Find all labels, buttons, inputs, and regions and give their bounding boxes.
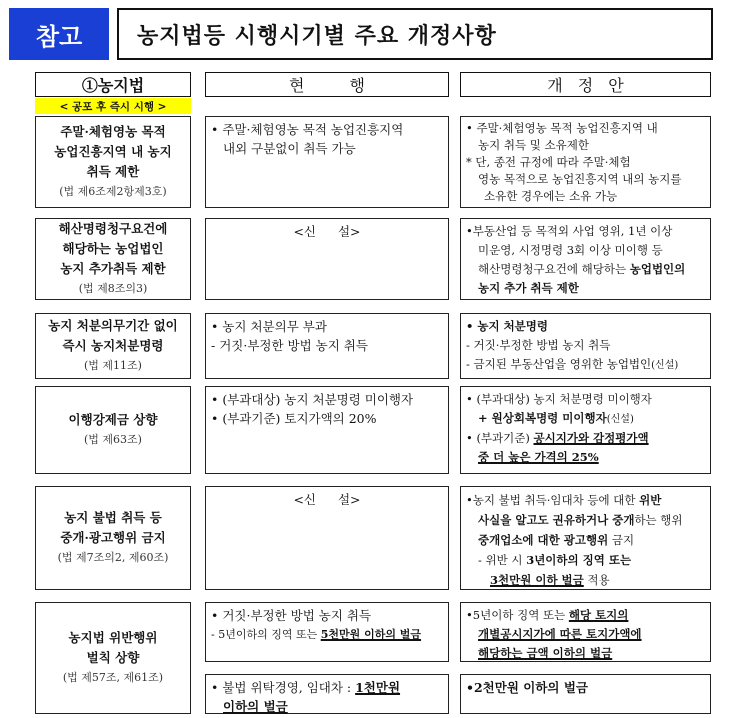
row-3-revised-line: • 농지 처분명령 bbox=[466, 319, 549, 333]
row-2-current-line: <신 설> bbox=[293, 224, 361, 239]
row-1-revised-line: 영농 목적으로 농업진흥지역 내의 농지를 bbox=[478, 172, 682, 186]
row-6-current bbox=[205, 602, 449, 662]
row-4-revised-new: (신설) bbox=[606, 414, 634, 425]
row-1-current bbox=[205, 116, 449, 208]
row-5-ref: (법 제7조의2, 제60조) bbox=[57, 551, 169, 564]
row-6-revised-bold: 해당 토지의 bbox=[568, 608, 629, 622]
row-5-title-line: 중개·광고행위 금지 bbox=[60, 530, 166, 545]
row-6-revised bbox=[460, 602, 711, 662]
row-2-title-line: 해산명령청구요건에 bbox=[58, 221, 168, 236]
row-2-title bbox=[35, 218, 191, 300]
row-3-title-line: 농지 처분의무기간 없이 bbox=[48, 318, 178, 333]
row-6-revised-line: •5년이하 징역 또는 bbox=[466, 608, 569, 622]
row-2-revised-bold: 농업법인의 bbox=[629, 262, 686, 276]
row-6-current-line: • 거짓·부정한 방법 농지 취득 bbox=[211, 608, 372, 623]
row-6-revised-line: 개별공시지가에 따른 토지가액에 bbox=[478, 627, 642, 641]
row-6-title bbox=[35, 602, 191, 714]
row-2-revised bbox=[460, 218, 711, 300]
row-5-title-line: 농지 불법 취득 등 bbox=[64, 510, 162, 525]
row-6-ref: (법 제57조, 제61조) bbox=[62, 671, 164, 684]
row-4-revised bbox=[460, 386, 711, 474]
row-5-current bbox=[205, 486, 449, 590]
row-2-current bbox=[205, 218, 449, 300]
row-6-current-2 bbox=[205, 674, 449, 714]
row-1-revised-line: * 단, 종전 규정에 따라 주말·체험 bbox=[466, 155, 631, 169]
row-1-current-line: • 주말·체험영농 목적 농업진흥지역 bbox=[211, 122, 404, 137]
row-1-title bbox=[35, 116, 191, 208]
row-6-title-line: 벌칙 상향 bbox=[86, 650, 140, 665]
row-3-title bbox=[35, 313, 191, 379]
row-3-current bbox=[205, 313, 449, 379]
row-1-revised-line: • 주말·체험영농 목적 농업진흥지역 내 bbox=[466, 121, 658, 135]
row-1-ref: (법 제6조제2항제3호) bbox=[59, 185, 167, 198]
row-6-revised-2 bbox=[460, 674, 711, 714]
row-3-ref: (법 제11조) bbox=[84, 359, 142, 372]
row-4-revised-line: 중 더 높은 가격의 25% bbox=[478, 450, 599, 464]
row-2-revised-line: •부동산업 등 목적외 사업 영위, 1년 이상 bbox=[466, 224, 673, 238]
row-2-revised-line: 미운영, 시정명령 3회 이상 미이행 등 bbox=[478, 243, 663, 257]
page-title bbox=[117, 8, 713, 60]
row-5-revised-line: 하는 행위 bbox=[634, 513, 683, 527]
row-1-current-line: 내외 구분없이 취득 가능 bbox=[223, 141, 356, 156]
row-5-revised-bold: 3년이하의 징역 또는 bbox=[526, 553, 632, 567]
row-4-revised-bold: 공시지가와 감정평가액 bbox=[533, 431, 649, 445]
row-3-current-line: - 거짓·부정한 방법 농지 취득 bbox=[211, 338, 368, 353]
row-3-revised bbox=[460, 313, 711, 379]
row-2-title-line: 해당하는 농업법인 bbox=[62, 241, 164, 256]
row-1-revised-line: 소유한 경우에는 소유 가능 bbox=[484, 189, 618, 203]
row-2-title-line: 농지 추가취득 제한 bbox=[60, 261, 166, 276]
row-2-revised-line: 농지 추가 취득 제한 bbox=[478, 281, 579, 295]
column-header-current: 현 행 bbox=[205, 72, 449, 97]
row-2-ref: (법 제8조의3) bbox=[78, 282, 148, 295]
row-2-revised-line: 해산명령청구요건에 해당하는 bbox=[478, 262, 630, 276]
row-3-current-line: • 농지 처분의무 부과 bbox=[211, 319, 327, 334]
row-6-current2-line: 이하의 벌금 bbox=[223, 699, 288, 714]
row-6-revised2-line: •2천만원 이하의 벌금 bbox=[466, 680, 588, 695]
row-4-current bbox=[205, 386, 449, 474]
row-4-revised-bold: + 원상회복명령 미이행자 bbox=[478, 411, 607, 425]
row-3-revised-line: - 거짓·부정한 방법 농지 취득 bbox=[466, 338, 611, 352]
row-5-revised-bold: 사실을 알고도 권유하거나 중개 bbox=[478, 513, 635, 527]
row-4-ref: (법 제63조) bbox=[84, 433, 142, 446]
row-6-current2-line: • 불법 위탁경영, 임대차 : bbox=[211, 680, 356, 695]
row-6-current2-bold: 1천만원 bbox=[355, 680, 401, 695]
row-5-revised-line: - 위반 시 bbox=[478, 553, 527, 567]
row-3-revised-line: - 금지된 부동산업을 영위한 농업법인 bbox=[466, 357, 652, 371]
page-title-text: 농지법등 시행시기별 주요 개정사항 bbox=[137, 23, 497, 49]
row-4-title-line: 이행강제금 상향 bbox=[68, 412, 158, 427]
reference-badge: 참고 bbox=[9, 8, 109, 60]
column-header-law: ①농지법 bbox=[35, 72, 191, 97]
row-5-revised-line: 금지 bbox=[608, 533, 635, 547]
row-4-current-line: • (부과대상) 농지 처분명령 미이행자 bbox=[211, 392, 414, 407]
row-6-revised-line: 해당하는 금액 이하의 벌금 bbox=[478, 646, 613, 660]
row-5-title bbox=[35, 486, 191, 590]
row-5-revised bbox=[460, 486, 711, 590]
row-1-revised bbox=[460, 116, 711, 208]
row-3-title-line: 즉시 농지처분명령 bbox=[62, 338, 164, 353]
row-1-title-line: 농업진흥지역 내 농지 bbox=[54, 144, 172, 159]
row-5-revised-line: 적용 bbox=[583, 573, 610, 587]
row-4-current-line: • (부과기준) 토지가액의 20% bbox=[211, 411, 377, 426]
row-6-current-line: - 5년이하의 징역 또는 bbox=[211, 628, 321, 641]
row-3-revised-new: (신설) bbox=[651, 360, 679, 371]
row-4-revised-line: • (부과기준) bbox=[466, 431, 534, 445]
row-1-title-line: 주말·체험영농 목적 bbox=[60, 124, 166, 139]
row-5-revised-bold: 중개업소에 대한 광고행위 bbox=[478, 533, 609, 547]
row-5-current-line: <신 설> bbox=[293, 492, 361, 507]
row-5-revised-bold: 3천만원 이하 벌금 bbox=[490, 573, 584, 587]
row-1-revised-line: 농지 취득 및 소유제한 bbox=[478, 138, 589, 152]
row-1-title-line: 취득 제한 bbox=[86, 164, 140, 179]
row-5-revised-line: •농지 불법 취득·임대차 등에 대한 bbox=[466, 493, 640, 507]
column-header-revised: 개 정 안 bbox=[460, 72, 711, 97]
row-4-title bbox=[35, 386, 191, 474]
row-6-title-line: 농지법 위반행위 bbox=[68, 630, 158, 645]
row-5-revised-bold: 위반 bbox=[639, 493, 662, 507]
row-6-current-bold: 5천만원 이하의 벌금 bbox=[320, 628, 422, 641]
effective-note: < 공포 후 즉시 시행 > bbox=[35, 98, 191, 114]
row-4-revised-line: • (부과대상) 농지 처분명령 미이행자 bbox=[466, 392, 652, 406]
